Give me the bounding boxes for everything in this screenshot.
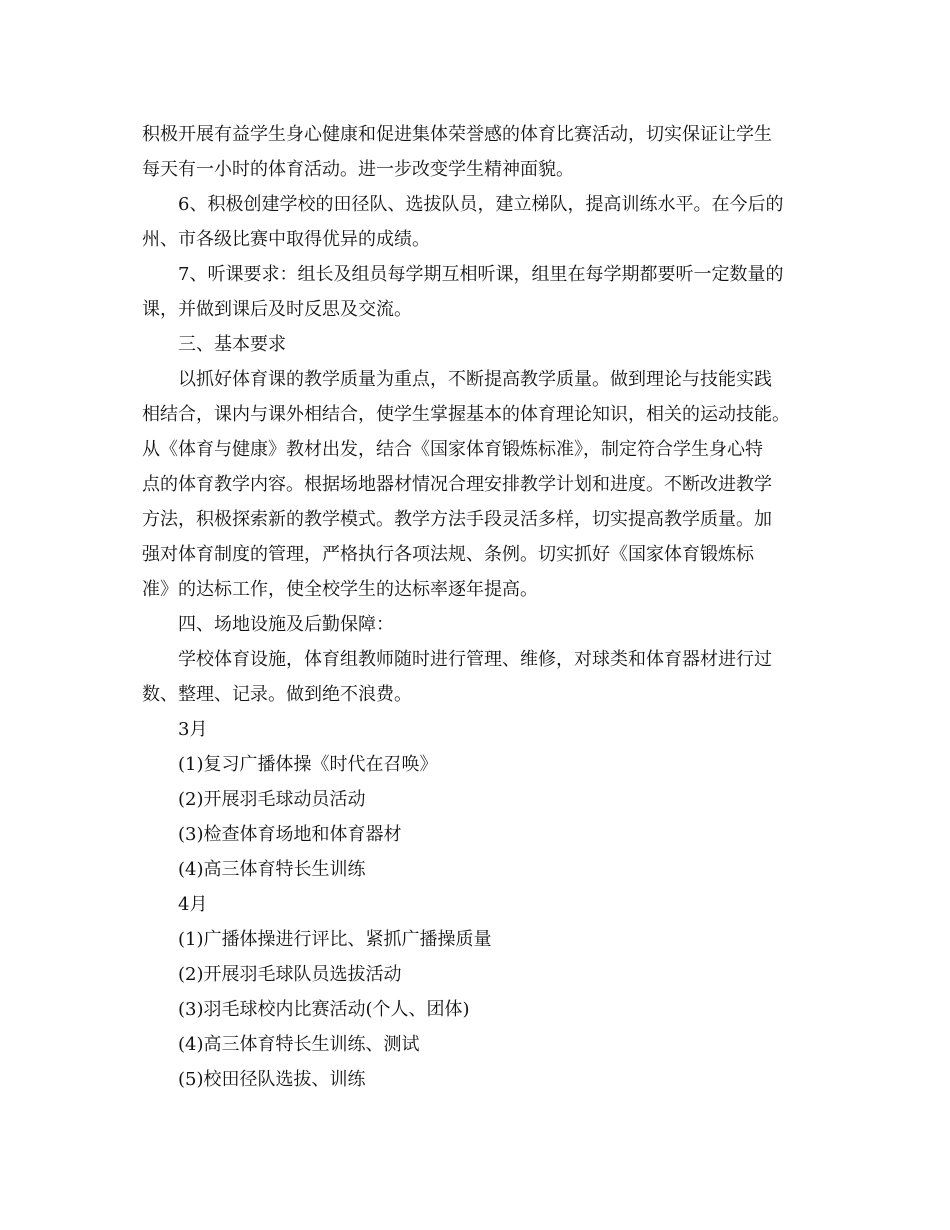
text-line: 6、积极创建学校的田径队、选拔队员，建立梯队，提高训练水平。在今后的	[178, 194, 784, 215]
text-line: 从《体育与健康》教材出发，结合《国家体育锻炼标准》，制定符合学生身心特	[142, 439, 763, 460]
text-line: (1)广播体操进行评比、紧抓广播操质量	[178, 929, 492, 950]
text-line: (3)羽毛球校内比赛活动(个人、团体)	[178, 999, 470, 1020]
text-line: 以抓好体育课的教学质量为重点，不断提高教学质量。做到理论与技能实践	[178, 369, 772, 390]
text-line: (2)开展羽毛球队员选拔活动	[178, 964, 402, 985]
text-line: 州、市各级比赛中取得优异的成绩。	[142, 229, 430, 250]
document-body	[142, 117, 812, 1097]
text-line: 准》的达标工作，使全校学生的达标率逐年提高。	[142, 579, 538, 600]
text-line: 4月	[178, 894, 208, 915]
text-line: 课，并做到课后及时反思及交流。	[142, 299, 412, 320]
text-line: 强对体育制度的管理，严格执行各项法规、条例。切实抓好《国家体育锻炼标	[142, 544, 754, 565]
text-line: (4)高三体育特长生训练	[178, 859, 366, 880]
text-line: 方法，积极探索新的教学模式。教学方法手段灵活多样，切实提高教学质量。加	[142, 509, 772, 530]
text-line: 每天有一小时的体育活动。进一步改变学生精神面貌。	[142, 159, 574, 180]
text-line: 数、整理、记录。做到绝不浪费。	[142, 684, 412, 705]
text-line: (4)高三体育特长生训练、测试	[178, 1034, 420, 1055]
text-line: (5)校田径队选拔、训练	[178, 1069, 366, 1090]
text-line: 相结合，课内与课外相结合，使学生掌握基本的体育理论知识，相关的运动技能。	[142, 404, 790, 425]
text-line: (1)复习广播体操《时代在召唤》	[178, 754, 438, 775]
text-line: 3月	[178, 719, 208, 740]
text-line: (2)开展羽毛球动员活动	[178, 789, 366, 810]
text-line: 学校体育设施，体育组教师随时进行管理、维修，对球类和体育器材进行过	[178, 649, 772, 670]
text-line: 四、场地设施及后勤保障：	[178, 614, 394, 635]
text-line: 点的体育教学内容。根据场地器材情况合理安排教学计划和进度。不断改进教学	[142, 474, 772, 495]
text-line: 7、听课要求：组长及组员每学期互相听课，组里在每学期都要听一定数量的	[178, 264, 784, 285]
text-line: 积极开展有益学生身心健康和促进集体荣誉感的体育比赛活动，切实保证让学生	[142, 124, 772, 145]
text-line: 三、基本要求	[178, 334, 286, 355]
text-line: (3)检查体育场地和体育器材	[178, 824, 402, 845]
